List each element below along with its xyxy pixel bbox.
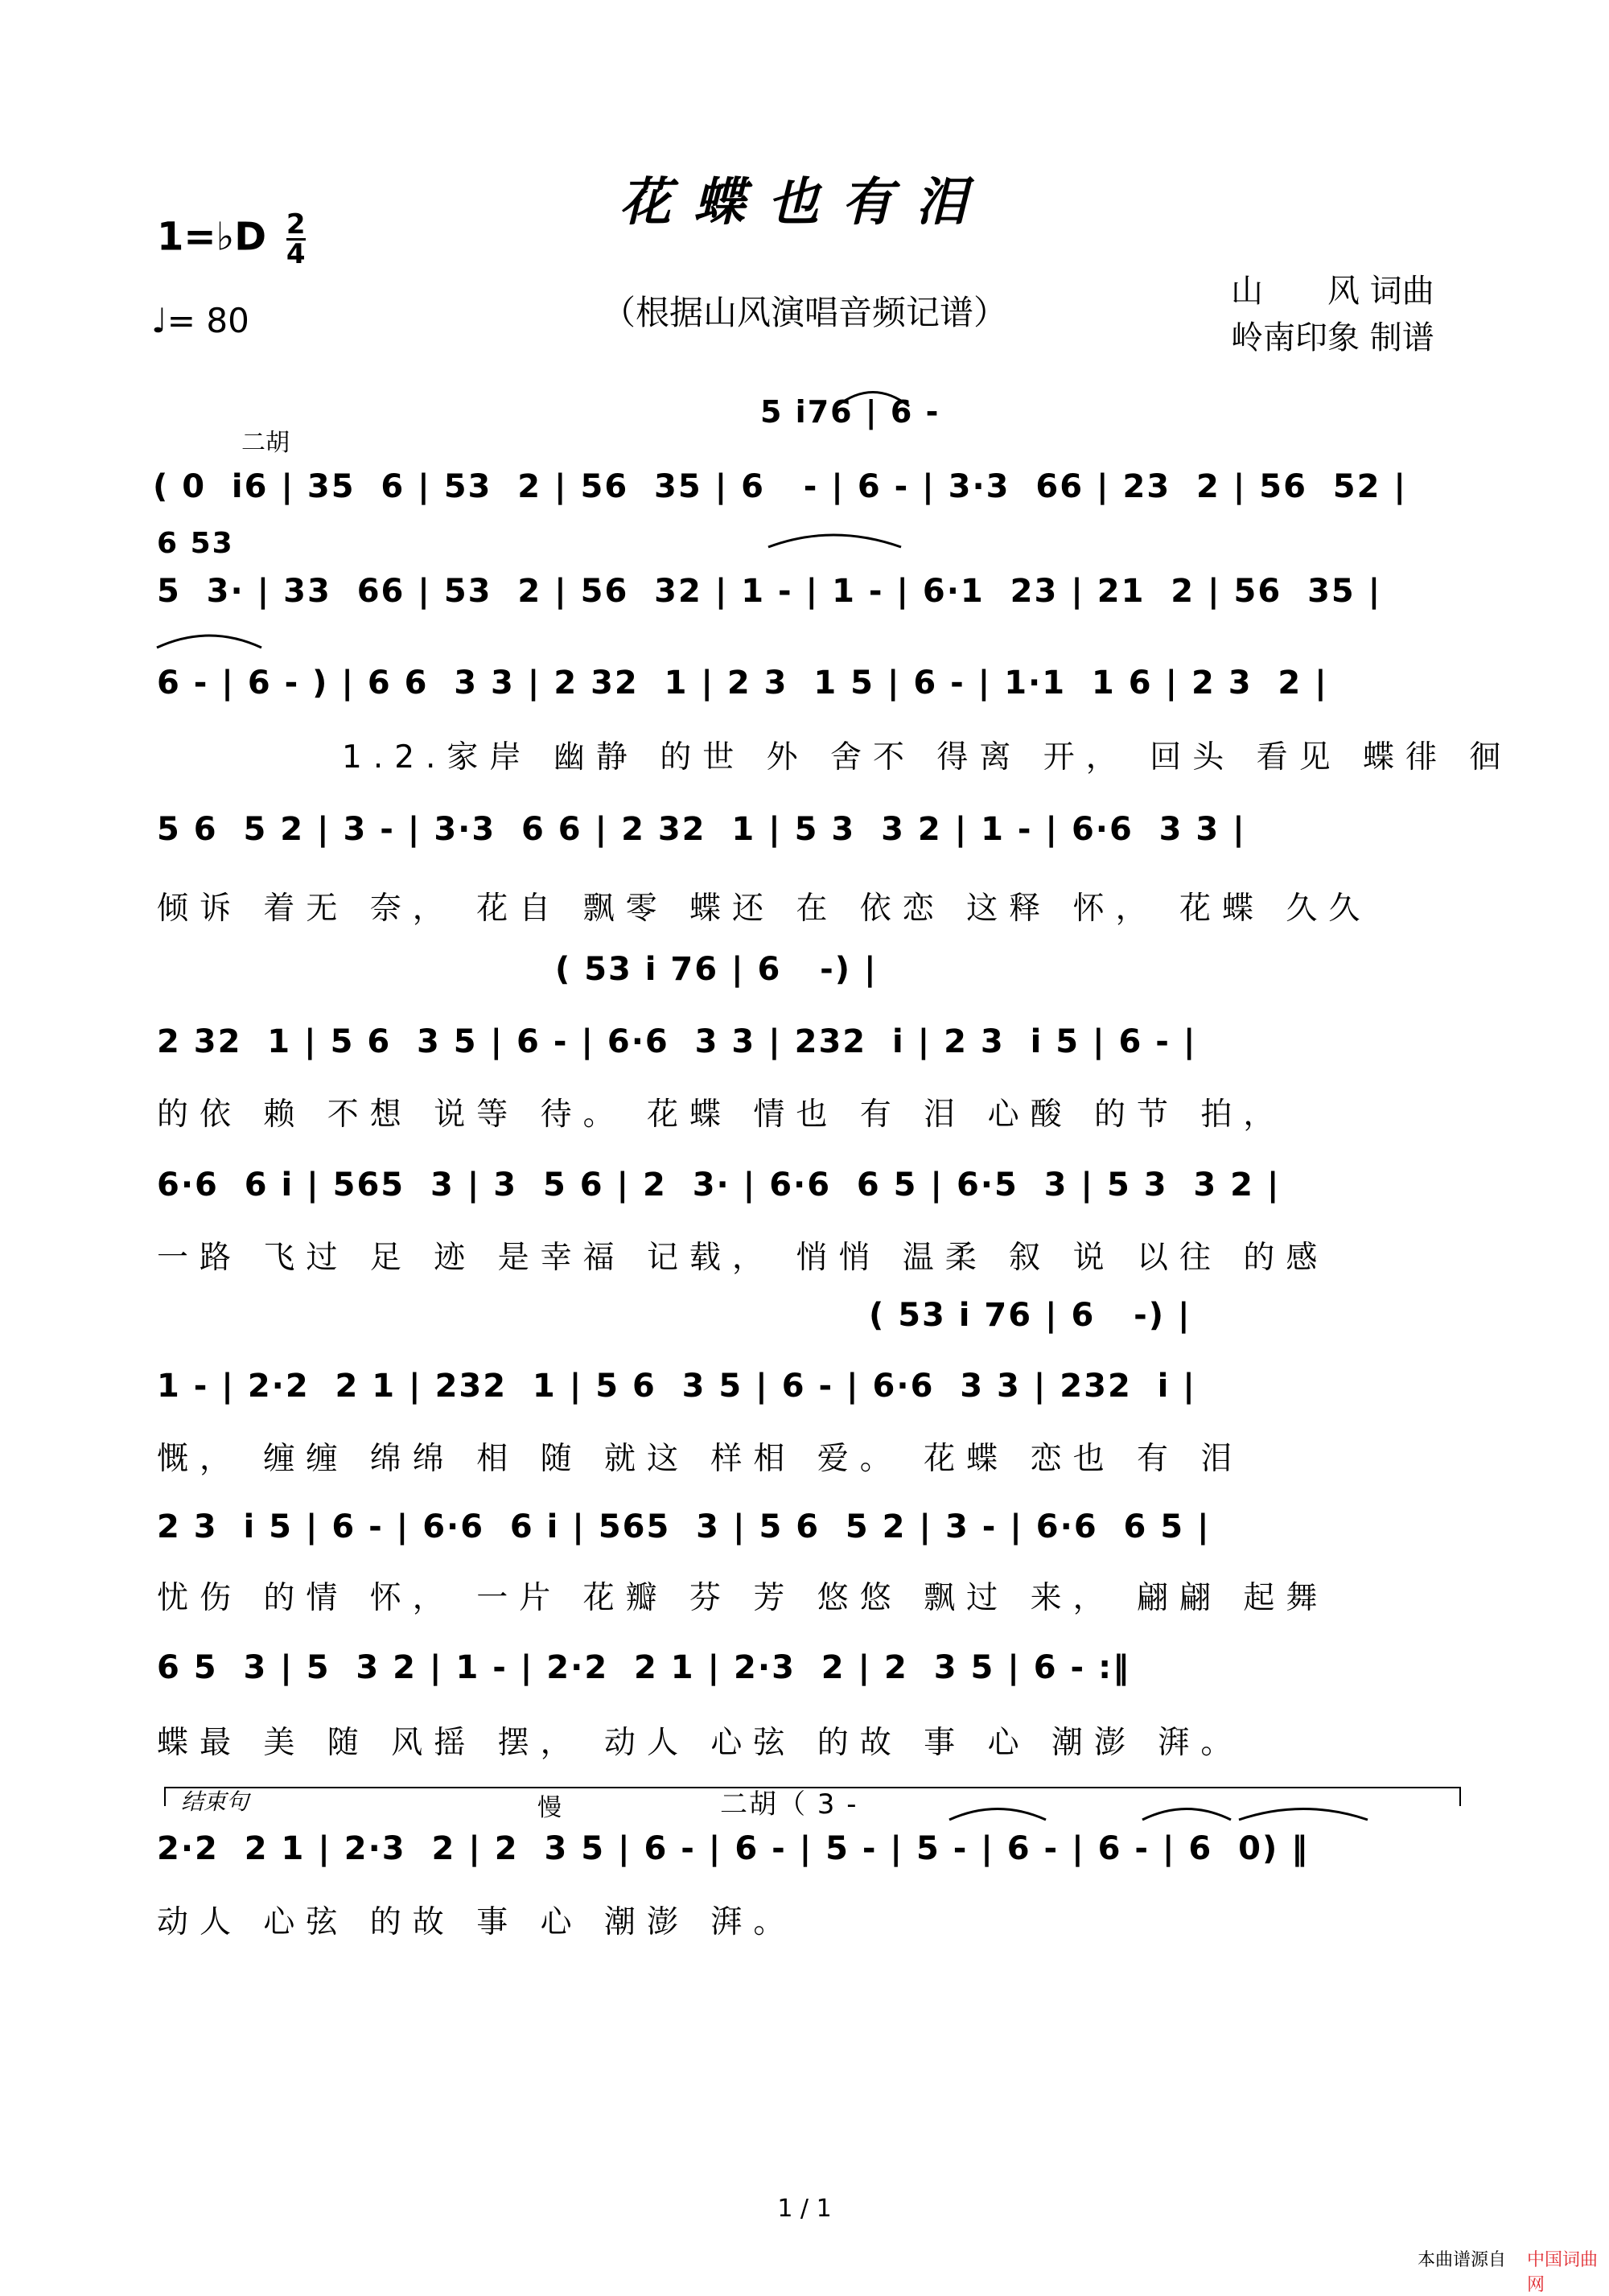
score-row-10: 2·2 2 1 | 2·3 2 | 2 3 5 | 6 - | 6 - | 5 - | 5 - | 6 - | 6 - | 6 0) ‖: [157, 1830, 1310, 1867]
interlude-annotation-1: ( 53 i 76 | 6 -) |: [555, 951, 878, 988]
score-row-9: 6 5 3 | 5 3 2 | 1 - | 2·2 2 1 | 2·3 2 | 2 3 5 | 6 - :‖: [157, 1649, 1131, 1686]
score-row-4: 5 6 5 2 | 3 - | 3·3 6 6 | 2 32 1 | 5 3 3 2 | 1 - | 6·6 3 3 |: [157, 811, 1246, 848]
tempo-slow-mark: 慢: [537, 1794, 562, 1822]
instrument-annotation: 二胡: [241, 429, 290, 457]
page-subtitle: （根据山风演唱音频记谱）: [601, 293, 1007, 332]
score-row-1: ( 0 i6 | 35 6 | 53 2 | 56 35 | 6 - | 6 - | 3·3 66 | 23 2 | 56 52 |: [153, 468, 1408, 505]
lyrics-row-9: 蝶最 美 随 风摇 摆， 动人 心弦 的故 事 心 潮澎 湃。: [157, 1725, 1244, 1761]
erhu-coda-annotation: 二胡（ 3 -: [720, 1788, 858, 1821]
score-row-8: 2 3 i 5 | 6 - | 6·6 6 i | 565 3 | 5 6 5 2 | 3 - | 6·6 6 5 |: [157, 1508, 1211, 1545]
arranger-credit: 岭南印象 制谱: [1231, 319, 1434, 356]
time-sig-den: 4: [286, 238, 306, 270]
tempo-mark: ♩= 80: [151, 301, 249, 340]
interlude-annotation-2: ( 53 i 76 | 6 -) |: [869, 1297, 1191, 1334]
lyricist-credit: 山 风 词曲: [1231, 273, 1434, 310]
source-note: 本曲谱源自: [1418, 2250, 1507, 2270]
lyrics-row-5: 的依 赖 不想 说等 待。 花蝶 情也 有 泪 心酸 的节 拍，: [157, 1097, 1286, 1133]
page-title: 花蝶也有泪: [619, 172, 990, 232]
score-row-5: 2 32 1 | 5 6 3 5 | 6 - | 6·6 3 3 | 232 i | 2 3 i 5 | 6 - |: [157, 1023, 1197, 1060]
score-row-2: 5 3· | 33 66 | 53 2 | 56 32 | 1 - | 1 - | 6·1 23 | 21 2 | 56 35 |: [157, 573, 1382, 610]
coda-label: 结束句: [181, 1788, 249, 1815]
page-number: 1 / 1: [777, 2195, 832, 2223]
lyrics-row-7: 慨， 缠缠 绵绵 相 随 就这 样相 爱。 花蝶 恋也 有 泪: [157, 1441, 1244, 1477]
score-row-7: 1 - | 2·2 2 1 | 232 1 | 5 6 3 5 | 6 - | 6·6 3 3 | 232 i |: [157, 1368, 1196, 1405]
score-row-3: 6 - | 6 - ) | 6 6 3 3 | 2 32 1 | 2 3 1 5 | 6 - | 1·1 1 6 | 2 3 2 |: [157, 665, 1328, 702]
lyrics-row-10: 动人 心弦 的故 事 心 潮澎 湃。: [157, 1904, 796, 1940]
lyrics-row-6: 一路 飞过 足 迹 是幸福 记载， 悄悄 温柔 叙 说 以往 的感: [157, 1240, 1329, 1276]
lyrics-row-4: 倾诉 着无 奈， 花自 飘零 蝶还 在 依恋 这释 怀， 花蝶 久久: [157, 891, 1372, 927]
prelude-annotation: 5 i76 | 6 -: [760, 394, 940, 430]
site-watermark: 中国词曲网: [1527, 2250, 1599, 2295]
key-label: 1=♭D: [157, 214, 267, 260]
lyrics-row-3: 1.2.家岸 幽静 的世 外 舍不 得离 开， 回头 看见 蝶徘 徊: [342, 739, 1512, 776]
alt-notes-annotation: 6 53: [157, 527, 234, 560]
score-row-6: 6·6 6 i | 565 3 | 3 5 6 | 2 3· | 6·6 6 5 | 6·5 3 | 5 3 3 2 |: [157, 1167, 1281, 1204]
time-sig-num: 2: [286, 208, 306, 241]
lyrics-row-8: 忧伤 的情 怀， 一片 花瓣 芬 芳 悠悠 飘过 来， 翩翩 起舞: [157, 1580, 1329, 1616]
